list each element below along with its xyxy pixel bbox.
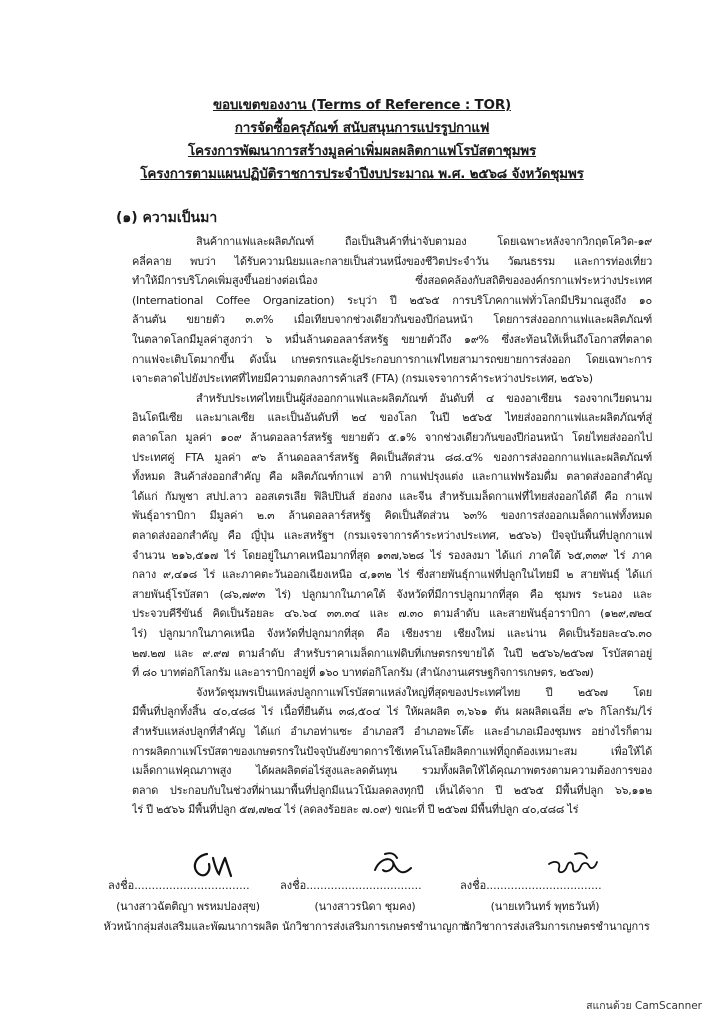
body-line: ทั้งหมด สินค้าส่งออกสำคัญ คือ ผลิตภัณฑ์กาแฟ อาทิ กาแฟปรุงแต่ง และกาแฟพร้อมดื่ม ตลาดส่งออกสำคัญ [132,470,652,484]
signature-line-3: ลงชื่อ................................. [460,879,602,892]
body-line: เจาะตลาดไปยังประเทศที่ไทยมีความตกลงการค้าเสรี (FTA) (กรมเจรจาการค้าระหว่างประเทศ, ๒๕๖๖) [132,372,593,386]
signer-name-2: (นางสาวรนิดา ชุมคง) [314,900,416,913]
body-line: ตลาด ประกอบกับในช่วงที่ผ่านมาพื้นที่ปลูกมีแนวโน้มลดลงทุกปี เห็นได้จาก ปี ๒๕๖๕ มีพื้นที่ปลูก ๖๖,๑๑๒ [132,783,652,797]
body-line: ทำให้มีการบริโภคเพิ่มสูงขึ้นอย่างต่อเนื่อง ซึ่งสอดคล้องกับสถิติขององค์กรกาแฟระหว่างประเทศ [132,274,652,288]
body-line: ประเทศคู่ FTA มูลค่า ๙๖ ล้านดอลลาร์สหรัฐ คิดเป็นสัดส่วน ๘๘.๔% ของการส่งออกกาแฟและผลิตภัณฑ์ [132,450,652,464]
signer-name-3: (นายเทวินทร์ พุทธวันท์) [490,900,600,913]
sign-label: ลงชื่อ [280,879,307,892]
body-line: อินโดนีเซีย และมาเลเซีย และเป็นอันดับที่ ๒๔ ของโลก ในปี ๒๕๖๕ ไทยส่งออกกาแฟและผลิตภัณฑ์สู่ [132,411,652,425]
sign-label: ลงชื่อ [108,879,135,892]
body-line: การผลิตกาแฟโรบัสตาของเกษตรกรในปัจจุบันยังขาดการใช้เทคโนโลยีผลิตกาแฟที่ถูกต้องเหมาะสม เพื่อให้ได้ [132,744,652,758]
sign-label: ลงชื่อ [460,879,487,892]
doc-subtitle-procurement: การจัดซื้อครุภัณฑ์ สนับสนุนการแปรรูปกาแฟ [234,120,490,136]
body-line: ๒๗.๒๗ และ ๙.๙๗ ตามลำดับ สำหรับราคาเมล็ดกาแฟดิบที่เกษตรกรขายได้ ในปี ๒๕๖๖/๒๕๖๗ โรบัสตาอยู่ [132,646,652,660]
handwritten-signature-1 [185,848,245,882]
scanner-watermark: สแกนด้วย CamScanner [586,1000,702,1012]
body-line: กาแฟจะเติบโตมากขึ้น ดังนั้น เกษตรกรและผู้ประกอบการกาแฟไทยสามารถขยายการส่งออก โดยเฉพาะการ [132,352,652,366]
body-line: ที่ ๘๐ บาทต่อกิโลกรัม และอาราบิกาอยู่ที่ ๑๖๐ บาทต่อกิโลกรัม (สำนักงานเศรษฐกิจการเกษตร, ๒๕๖๗) [132,666,594,680]
body-line: จังหวัดชุมพรเป็นแหล่งปลูกกาแฟโรบัสตาแหล่งใหญ่ที่สุดของประเทศไทย ปี ๒๕๖๗ โดย [196,685,652,699]
body-line: ไร่) ปลูกมากในภาคเหนือ จังหวัดที่ปลูกมากที่สุด คือ เชียงราย เชียงใหม่ และน่าน คิดเป็นร้อยละ๔๖.๓๐ [132,627,652,640]
body-line: สินค้ากาแฟและผลิตภัณฑ์ ถือเป็นสินค้าที่น่าจับตามอง โดยเฉพาะหลังจากวิกฤตโควิด-๑๙ [196,235,652,248]
body-line: สำหรับแหล่งปลูกที่สำคัญ ได้แก่ อำเภอท่าแซะ อำเภอสวี อำเภอพะโต๊ะ และอำเภอเมืองชุมพร อย่างไรก็ตาม [132,725,652,738]
section-title-background: (๑) ความเป็นมา [116,210,218,226]
signer-title-1: หัวหน้ากลุ่มส่งเสริมและพัฒนาการผลิต [103,920,279,933]
body-line: สำหรับประเทศไทยเป็นผู้ส่งออกกาแฟและผลิตภัณฑ์ อันดับที่ ๔ ของอาเซียน รองจากเวียดนาม [196,391,652,405]
signer-title-2: นักวิชาการส่งเสริมการเกษตรชำนาญการ [282,920,470,933]
body-line: คลี่คลาย พบว่า ได้รับความนิยมและกลายเป็นส่วนหนึ่งของชีวิตประจำวัน วัฒนธรรม และการท่องเที่ยว [132,254,652,268]
body-line: พันธุ์อาราบิกา มีมูลค่า ๒.๓ ล้านดอลลาร์สหรัฐ คิดเป็นสัดส่วน ๖๓% ของการส่งออกเมล็ดกาแฟทั้งหมด [132,509,652,523]
body-line: ตลาดโลก มูลค่า ๑๐๙ ล้านดอลลาร์สหรัฐ ขยายตัว ๕.๑% จากช่วงเดียวกันของปีก่อนหน้า โดยไทยส่งออกไป [132,431,652,444]
body-line: (International Coffee Organization) ระบุว่า ปี ๒๕๖๕ การบริโภคกาแฟทั่วโลกมีปริมาณสูงถึง ๑๐ [132,293,652,307]
body-line: มีพื้นที่ปลูกทั้งสิ้น ๔๐,๔๘๘ ไร่ เนื้อที่ยืนต้น ๓๘,๕๐๔ ไร่ ให้ผลผลิต ๓,๖๖๑ ตัน ผลผลิตเฉลี่ย ๙๖ กิโลกรัม/ไร่ [132,705,652,719]
body-line: เมล็ดกาแฟคุณภาพสูง ได้ผลผลิตต่อไร่สูงและลดต้นทุน รวมทั้งผลิตให้ได้คุณภาพตรงตามความต้องการของ [132,764,652,778]
body-line: ไร่ ปี ๒๕๖๖ มีพื้นที่ปลูก ๕๗,๗๒๔ ไร่ (ลดลงร้อยละ ๗.๐๙) ขณะที่ ปี ๒๕๖๗ มีพื้นที่ปลูก ๔๐,๔๘๘ ไร่ [132,803,579,817]
signature-line-2: ลงชื่อ................................. [280,879,422,892]
signer-title-3: นักวิชาการส่งเสริมการเกษตรชำนาญการ [462,920,650,933]
body-line: ตลาดส่งออกสำคัญ คือ ญี่ปุ่น และสหรัฐฯ (กรมเจรจาการค้าระหว่างประเทศ, ๒๕๖๖) ปัจจุบันพื้นที่ปลูกกาแฟ [132,529,652,542]
handwritten-signature-3 [545,850,601,882]
body-line: สายพันธุ์โรบัสตา (๘๖,๗๙๓ ไร่) ปลูกมากในภาคใต้ จังหวัดที่มีการปลูกมากที่สุด คือ ชุมพร ระนอง และ [132,587,652,601]
signer-name-1: (นางสาวฉัตติญา พรหมปองสุข) [116,900,260,913]
handwritten-signature-2 [365,850,415,882]
body-line: กลาง ๙,๔๑๘ ไร่ และภาคตะวันออกเฉียงเหนือ ๔,๑๓๒ ไร่ ซึ่งสายพันธุ์กาแฟที่ปลูกในไทยมี ๒ สายพันธุ์ ได้แก่ [132,568,652,582]
body-line: ล้านตัน ขยายตัว ๓.๓% เมื่อเทียบจากช่วงเดียวกันของปีก่อนหน้า โดยการส่งออกกาแฟและผลิตภัณฑ์ [132,313,652,327]
body-line: ในตลาดโลกมีมูลค่าสูงกว่า ๖ หมื่นล้านดอลลาร์สหรัฐ ขยายตัวถึง ๑๙% ซึ่งสะท้อนให้เห็นถึงโอกาสที่ตลาด [132,333,652,346]
signature-line-1: ลงชื่อ................................. [108,879,250,892]
doc-title: ขอบเขตของงาน (Terms of Reference : TOR) [212,97,511,113]
doc-subtitle-plan: โครงการตามแผนปฏิบัติราชการประจำปีงบประมาณ พ.ศ. ๒๕๖๘ จังหวัดชุมพร [140,166,584,182]
body-line: ประจวบคีรีขันธ์ คิดเป็นร้อยละ ๔๖.๖๔ ๓๓.๓๔ และ ๗.๓๐ ตามลำดับ และสายพันธุ์อาราบิกา (๑๒๙,๗๒๔ [132,607,652,621]
doc-subtitle-project: โครงการพัฒนาการสร้างมูลค่าเพิ่มผลผลิตกาแฟโรบัสตาชุมพร [187,143,537,159]
body-line: จำนวน ๒๑๖,๕๑๗ ไร่ โดยอยู่ในภาคเหนือมากที่สุด ๑๓๗,๖๒๘ ไร่ รองลงมา ได้แก่ ภาคใต้ ๖๕,๓๓๙ ไร่ ภาค [132,548,652,562]
body-line: ได้แก่ กัมพูชา สปป.ลาว ออสเตรเลีย ฟิลิปปินส์ ฮ่องกง และจีน สำหรับเมล็ดกาแฟที่ไทยส่งออกได้ดี คือ กาแฟ [132,489,652,503]
